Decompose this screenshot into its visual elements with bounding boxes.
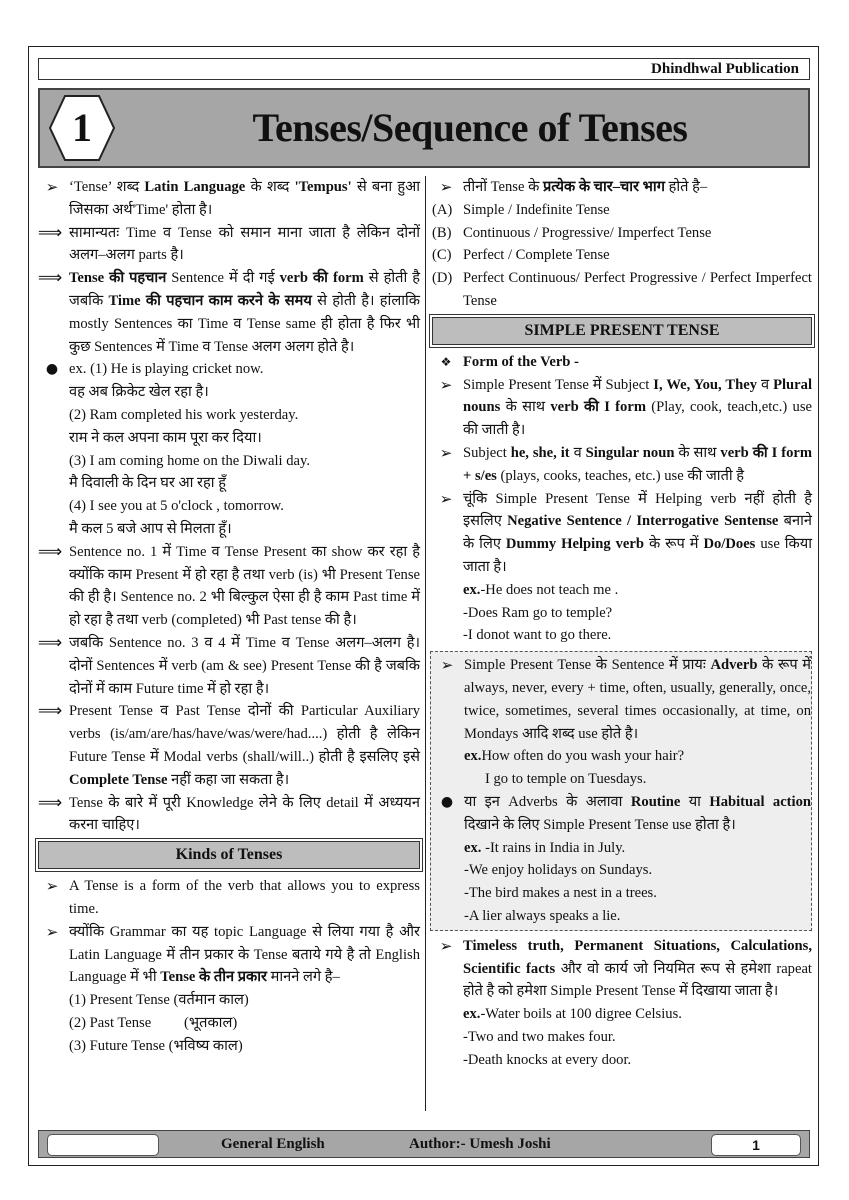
list-item: (B) Continuous / Progressive/ Imperfect Tense	[432, 222, 812, 245]
paragraph: ➢ Timeless truth, Permanent Situations, Calculations, Scientific facts और वो कार्य जो नियमित रूप से हमेशा rapeat होते है को हमेशा Simple Present Tense में दिखाया जाता है।	[432, 935, 812, 1003]
example-line: -I donot want to go there.	[463, 627, 612, 644]
example-line: (4) I see you at 5 o'clock , tomorrow.	[69, 498, 284, 515]
arrow-bullet-icon: ➢	[45, 178, 59, 196]
example-line: -Does Ram go to temple?	[463, 604, 613, 621]
paragraph: ⟹ Tense के बारे में पूरी Knowledge लेने के लिए detail में अध्ययन करना चाहिए।	[37, 792, 420, 834]
example-line: (2) Ram completed his work yesterday.	[69, 406, 299, 423]
section-heading-simple-present: SIMPLE PRESENT TENSE	[432, 317, 812, 345]
list-item: (3) Future Tense (भविष्य काल)	[69, 1037, 243, 1054]
section-heading-kinds: Kinds of Tenses	[38, 841, 420, 869]
arrow-bullet-icon: ➢	[439, 443, 453, 462]
example-line: मै दिवाली के दिन घर आ रहा हूँ	[69, 475, 226, 492]
double-arrow-icon: ⟹	[37, 541, 63, 562]
bullet-dot-icon: ●	[45, 361, 59, 378]
example-line: ex.How often do you wash your hair?	[464, 748, 685, 765]
paragraph: ⟹ सामान्यतः Time व Tense को समान माना जाता है लेकिन दोनों अलग–अलग parts है।	[37, 222, 420, 264]
example-line: -We enjoy holidays on Sundays.	[464, 862, 653, 879]
example-line: ex.-He does not teach me .	[463, 581, 619, 598]
double-arrow-icon: ⟹	[37, 268, 63, 289]
subheading: ❖ Form of the Verb -	[432, 351, 812, 374]
double-arrow-icon: ⟹	[37, 222, 63, 243]
list-marker: (B)	[432, 224, 452, 241]
chapter-header	[38, 88, 810, 168]
publisher-name: Dhindhwal Publication	[38, 58, 810, 80]
chapter-number: 1	[72, 105, 92, 150]
paragraph: ➢ क्योंकि Grammar का यह topic Language से लिया गया है और Latin Language में तीन प्रकार के Tense बताये गये है तो English Language में भी Tense के तीन प्रकार मानने लगे है–	[38, 921, 420, 989]
example-line: -Death knocks at every door.	[463, 1051, 632, 1068]
arrow-bullet-icon: ➢	[45, 877, 59, 896]
list-marker: (A)	[432, 201, 453, 218]
page-number: 1	[752, 1137, 760, 1153]
arrow-bullet-icon: ➢	[45, 922, 59, 941]
paragraph: ⟹ जबकि Sentence no. 3 व 4 में Time व Tense अलग–अलग है। दोनों Sentences में verb (am & see) Present Tense की है जबकि दोनों में काम Future time में हो रहा है।	[37, 632, 420, 697]
column-divider	[425, 176, 426, 1111]
page-title: Tenses/Sequence of Tenses	[252, 105, 688, 150]
right-column	[432, 176, 812, 1071]
example-line: -Two and two makes four.	[463, 1028, 616, 1045]
example-line: मै कल 5 बजे आप से मिलता हूँ।	[69, 520, 232, 537]
double-arrow-icon: ⟹	[37, 792, 63, 813]
left-column	[38, 176, 420, 1057]
example-line: ex. -It rains in India in July.	[464, 839, 626, 856]
page-number-box	[711, 1134, 801, 1156]
arrow-bullet-icon: ➢	[439, 489, 453, 508]
list-item: (D) Perfect Continuous/ Perfect Progressive / Perfect Imperfect Tense	[432, 267, 812, 313]
footer-subject: General English	[221, 1136, 325, 1152]
double-arrow-icon: ⟹	[37, 632, 63, 653]
page-footer	[38, 1130, 810, 1158]
paragraph: ⟹ Present Tense व Past Tense दोनों की Particular Auxiliary verbs (is/am/are/has/have/was/were/had....) होती है लेकिन Future Tense में Modal verbs (shall/will..) होती है इसलिए इसे Complete Tense नहीं कहा जा सकता है।	[37, 701, 420, 788]
list-item: (2) Past Tense (भूतकाल)	[69, 1014, 238, 1031]
example-line: -A lier always speaks a lie.	[464, 907, 621, 924]
arrow-bullet-icon: ➢	[439, 375, 453, 394]
paragraph: ➢ Subject he, she, it व Singular noun के साथ verb की I form + s/es (plays, cooks, teaches, etc.) use की जाती है	[432, 442, 812, 488]
example-line: (3) I am coming home on the Diwali day.	[69, 452, 311, 469]
example-line: राम ने कल अपना काम पूरा कर दिया।	[69, 429, 262, 446]
example-line: वह अब क्रिकेट खेल रहा है।	[69, 384, 209, 401]
list-item: (1) Present Tense (वर्तमान काल)	[69, 992, 249, 1009]
paragraph: ➢ ‘Tense’ शब्द Latin Language के शब्द 'Tempus' से बना हुआ जिसका अर्थ'Time' होता है।	[38, 176, 420, 222]
list-marker: (C)	[432, 247, 452, 264]
footer-blank-box	[47, 1134, 159, 1156]
arrow-bullet-icon: ➢	[440, 656, 454, 675]
paragraph: ➢ Simple Present Tense में Subject I, We, You, They व Plural nouns के साथ verb की I form (Play, cook, teach,etc.) use की जाती है।	[432, 374, 812, 442]
paragraph: ➢ चूंकि Simple Present Tense में Helping verb नहीं होती है इसलिए Negative Sentence / Interrogative Sentense बनाने के लिए Dummy Helping verb के रूप में Do/Does use किया जाता है।	[432, 488, 812, 579]
paragraph: ➢ Simple Present Tense के Sentence में प्रायः Adverb के रूप में always, never, every + time, often, usually, generally, once, twice, sometimes, several times occasionally, at time, on Mondays आदि शब्द use होते है।	[433, 654, 811, 745]
bullet-dot-icon: ●	[440, 793, 454, 810]
double-arrow-icon: ⟹	[37, 701, 63, 722]
paragraph: ➢ A Tense is a form of the verb that allows you to express time.	[38, 875, 420, 921]
paragraph: ⟹ Sentence no. 1 में Time व Tense Present का show कर रहा है क्योंकि काम Present में हो रहा है तथा verb (is) भी Present Tense की ही है। Sentence no. 2 भी बिल्कुल ऐसा ही है काम Past time में हो रहा है तथा verb (completed) भी Past tense की है।	[37, 541, 420, 629]
arrow-bullet-icon: ➢	[439, 178, 453, 196]
footer-author: Author:- Umesh Joshi	[409, 1136, 551, 1152]
list-item: (A) Simple / Indefinite Tense	[432, 199, 812, 222]
paragraph: ● या इन Adverbs के अलावा Routine या Habitual action दिखाने के लिए Simple Present Tense use होता है।	[433, 791, 811, 837]
list-item: (C) Perfect / Complete Tense	[432, 244, 812, 267]
example-line: ● ex. (1) He is playing cricket now.	[38, 358, 420, 381]
example-line: ex.-Water boils at 100 digree Celsius.	[463, 1006, 682, 1023]
diamond-bullet-icon: ❖	[440, 354, 452, 369]
example-line: I go to temple on Tuesdays.	[485, 771, 647, 788]
highlight-box	[430, 651, 812, 931]
arrow-bullet-icon: ➢	[439, 936, 453, 955]
paragraph: ➢ तीनों Tense के प्रत्येक के चार–चार भाग होते है–	[432, 176, 812, 199]
example-line: -The bird makes a nest in a trees.	[464, 885, 657, 902]
paragraph: ⟹ Tense की पहचान Sentence में दी गई verb की form से होती है जबकि Time की पहचान काम करने के समय से होती है। हांलाकि mostly Sentences का Time व Tense same ही होता है फिर भी कुछ Sentences में Time व Tense अलग अलग होते है।	[37, 268, 420, 355]
list-marker: (D)	[432, 270, 453, 287]
